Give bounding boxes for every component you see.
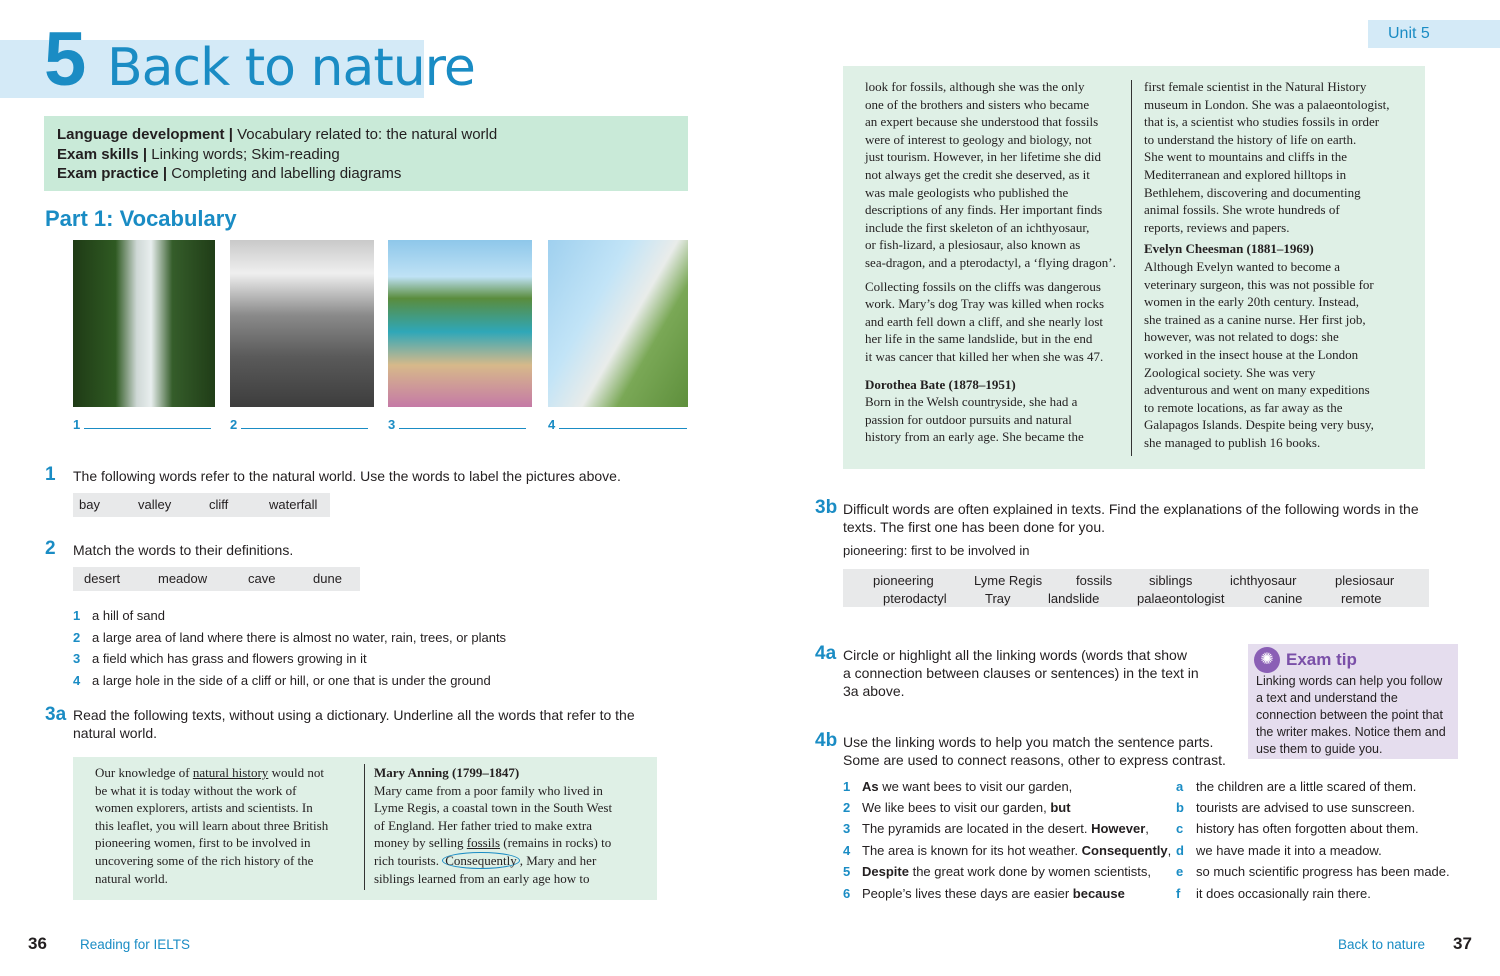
match-start-number: 3 [843, 821, 851, 836]
unit-number: 5 [44, 17, 87, 102]
page-number-right: 37 [1453, 934, 1472, 953]
text-line: her life in the same landslide, but in the end [865, 331, 1093, 347]
text-line: siblings learned from an early age how to [374, 870, 590, 886]
match-end-letter: c [1176, 821, 1184, 836]
match-end-text: the children are a little scared of them. [1196, 779, 1417, 794]
linking-word: but [1050, 800, 1071, 815]
text-line: museum in London. She was a palaeontologist, [1144, 96, 1390, 112]
word-item: meadow [158, 571, 208, 586]
text-line: Born in the Welsh countryside, she had a [865, 394, 1078, 410]
text-line: or fish-lizard, a plesiosaur, also known as [865, 237, 1081, 253]
text-line: this leaflet, you will learn about three British [95, 817, 329, 833]
exercise-instruction: Read the following texts, without using a dictionary. Underline all the words that refer to the [73, 707, 635, 723]
match-end-text: we have made it into a meadow. [1196, 843, 1382, 858]
chapter-title-footer: Back to nature [1338, 937, 1426, 952]
exercise-instruction: texts. The first one has been done for you. [843, 519, 1106, 535]
word-item: cave [248, 571, 276, 586]
text-line: descriptions of any finds. Her important finds [865, 202, 1103, 218]
text-line: be what it is today without the work of [95, 782, 297, 798]
word-box [843, 569, 1429, 607]
word-item: landslide [1048, 591, 1100, 606]
text-line: was male geologists who published the [865, 184, 1069, 200]
exercise-instruction: Circle or highlight all the linking words (words that show [843, 647, 1187, 663]
example-answer: pioneering: first to be involved in [843, 543, 1030, 558]
text-line: one of the brothers and sisters who became [865, 96, 1090, 112]
text-line: Collecting fossils on the cliffs was dangerous [865, 278, 1101, 294]
word-item: pterodactyl [883, 591, 947, 606]
text-line: not always get the credit she deserved, as it [865, 166, 1090, 182]
text-line: just tourism. However, in her lifetime she did [865, 149, 1101, 165]
exercise-instruction: a connection between clauses or sentences) in the text in [843, 665, 1199, 681]
exercise-instruction: Some are used to connect reasons, other to express contrast. [843, 752, 1226, 768]
word-item: siblings [1149, 573, 1193, 588]
exercise-instruction: 3a above. [843, 683, 905, 699]
exercise-instruction: Difficult words are often explained in texts. Find the explanations of the following words in the [843, 501, 1419, 517]
word-item: bay [79, 497, 100, 512]
linking-word: because [1072, 886, 1125, 901]
match-start-text: Despite the great work done by women scientists, [862, 864, 1152, 879]
part-heading: Part 1: Vocabulary [45, 206, 237, 231]
answer-line-2[interactable] [241, 428, 368, 429]
bay-photo [388, 240, 532, 407]
exercise-number: 3b [815, 497, 838, 518]
match-start-number: 5 [843, 864, 851, 879]
text-line: an expert because she understood that fossils [865, 114, 1099, 130]
section-heading: Dorothea Bate (1878–1951) [865, 376, 1016, 392]
lang-label: Language development | [57, 126, 233, 143]
word-item: fossils [1076, 573, 1113, 588]
word-item: ichthyosaur [1230, 573, 1297, 588]
exercise-number: 3a [45, 704, 67, 725]
exam-tip-title: Exam tip [1286, 650, 1357, 669]
word-item: pioneering [873, 573, 934, 588]
text-line: women explorers, artists and scientists. In [95, 800, 313, 816]
picture-label-2: 2 [230, 417, 238, 432]
definition-number: 4 [73, 673, 81, 688]
book-title: Reading for IELTS [80, 937, 191, 952]
waterfall-photo [73, 240, 215, 407]
text-line: money by selling fossils (remains in rocks) to [374, 835, 612, 851]
word-item: canine [1264, 591, 1303, 606]
practice-value: Completing and labelling diagrams [167, 165, 402, 182]
match-start-text: The area is known for its hot weather. Consequently, [862, 843, 1172, 858]
text-line: uncovering some of the rich history of the [95, 852, 314, 868]
word-item: palaeontologist [1137, 591, 1225, 606]
word-item: Tray [985, 591, 1011, 606]
word-item: Lyme Regis [974, 573, 1043, 588]
text-line: veterinary surgeon, this was not possible for [1144, 276, 1374, 292]
match-start-text: People’s lives these days are easier because [862, 886, 1125, 901]
picture-label-3: 3 [388, 417, 396, 432]
exercise-number: 1 [45, 464, 56, 485]
match-end-text: it does occasionally rain there. [1196, 886, 1371, 901]
page-number-left: 36 [28, 934, 47, 953]
text-line: and earth fell down a cliff, and she nearly lost [865, 313, 1104, 329]
match-start-number: 4 [843, 843, 851, 858]
text-line: Mediterranean and explored hilltops in [1144, 166, 1347, 182]
text-line: that is, a scientist who studies fossils in order [1144, 114, 1380, 130]
match-end-letter: d [1176, 843, 1184, 858]
unit-tab: Unit 5 [1368, 20, 1500, 48]
definition-text: a hill of sand [92, 608, 165, 623]
mary-anning-continued [865, 78, 1127, 446]
linking-word: As [862, 779, 879, 794]
match-end-letter: a [1176, 779, 1184, 794]
exercise-instruction: The following words refer to the natural world. Use the words to label the pictures above. [73, 468, 621, 484]
text-line: reports, reviews and papers. [1144, 219, 1290, 235]
text-line: to understand the history of life on earth. [1144, 131, 1357, 147]
exercise-instruction: natural world. [73, 725, 158, 741]
column-divider [364, 764, 365, 890]
match-end-letter: e [1176, 864, 1184, 879]
text-line: Lyme Regis, a coastal town in the South West [374, 800, 613, 816]
word-box [73, 567, 360, 591]
word-item: cliff [209, 497, 229, 512]
picture-label-1: 1 [73, 417, 81, 432]
section-heading: Evelyn Cheesman (1881–1969) [1144, 241, 1314, 257]
text-line: first female scientist in the Natural History [1144, 79, 1367, 94]
text-line: history from an early age. She became the [865, 429, 1084, 445]
text-line: to remote locations, as far away as the [1144, 399, 1343, 415]
word-box [73, 493, 330, 517]
text-line: Although Evelyn wanted to become a [1144, 258, 1341, 274]
text-line: pioneering women, first to be involved in [95, 835, 311, 851]
column-divider [1131, 80, 1132, 456]
text-line: she trained as a canine nurse. Her first job, [1144, 311, 1366, 327]
text-line: it was cancer that killed her when she was 47. [865, 348, 1104, 364]
match-end-letter: f [1176, 886, 1181, 901]
valley-photo [230, 240, 374, 407]
mary-anning-text [374, 764, 656, 887]
text-line: passion for outdoor pursuits and natural [865, 411, 1072, 427]
match-end-letter: b [1176, 800, 1184, 815]
text-line: of England. Her father tried to make extra [374, 817, 593, 833]
text-line: adventurous and went on many expeditions [1144, 382, 1370, 398]
text-line: work. Mary’s dog Tray was killed when rocks [865, 296, 1105, 312]
word-item: dune [313, 571, 342, 586]
unit-title: Back to nature [107, 38, 475, 98]
answer-line-4[interactable] [559, 428, 687, 429]
match-start-number: 2 [843, 800, 851, 815]
exercise-number: 4a [815, 643, 837, 664]
exercise-instruction: Use the linking words to help you match the sentence parts. [843, 734, 1214, 750]
linking-word: Despite [862, 864, 909, 879]
match-start-number: 1 [843, 779, 851, 794]
section-heading: Mary Anning (1799–1847) [374, 765, 520, 780]
word-item: waterfall [269, 497, 318, 512]
match-end-text: so much scientific progress has been made. [1196, 864, 1450, 879]
definition-text: a large hole in the side of a cliff or hill, or one that is under the ground [92, 673, 491, 688]
definition-number: 3 [73, 651, 81, 666]
text-line: Our knowledge of natural history would not [95, 765, 324, 780]
match-start-number: 6 [843, 886, 851, 901]
linking-word: However [1091, 821, 1146, 836]
exercise-number: 4b [815, 730, 838, 751]
definition-text: a field which has grass and flowers growing in it [92, 651, 367, 666]
text-line: however, was not related to dogs: she [1144, 329, 1339, 345]
skills-value: Linking words; Skim-reading [147, 145, 340, 163]
match-end-text: tourists are advised to use sunscreen. [1196, 800, 1415, 815]
word-item: plesiosaur [1335, 573, 1395, 588]
text-line: were of interest to geology and biology, not [865, 131, 1092, 147]
text-line: include the first skeleton of an ichthyosaur, [865, 219, 1090, 235]
exercise-instruction: Match the words to their definitions. [73, 542, 294, 558]
cliff-photo [548, 240, 688, 407]
definition-number: 2 [73, 630, 81, 645]
text-line: natural world. [95, 870, 168, 886]
text-line: rich tourists. Consequently , Mary and her [374, 852, 597, 868]
text-line: Bethlehem, discovering and documenting [1144, 184, 1361, 200]
match-start-text: The pyramids are located in the desert. However, [862, 821, 1149, 836]
intro-text [95, 764, 357, 887]
picture-label-4: 4 [548, 417, 556, 432]
objectives-box [44, 116, 688, 191]
lightbulb-icon: ✺ [1254, 647, 1280, 673]
text-line: look for fossils, although she was the only [865, 79, 1085, 94]
answer-line-3[interactable] [399, 428, 526, 429]
lang-value: Vocabulary related to: the natural world [232, 126, 498, 143]
exam-tip-box [1248, 644, 1458, 759]
linking-word: Consequently [1081, 843, 1168, 858]
skills-label: Exam skills | [57, 145, 148, 163]
word-item: desert [84, 571, 121, 586]
text-line: animal fossils. She wrote hundreds of [1144, 202, 1340, 218]
text-line: sea-dragon, and a pterodactyl, a ‘flying dragon’. [865, 254, 1116, 270]
word-item: valley [138, 497, 172, 512]
match-start-text: As we want bees to visit our garden, [862, 779, 1073, 794]
definition-number: 1 [73, 608, 81, 623]
text-line: she managed to publish 16 books. [1144, 434, 1321, 450]
exam-tip-body: Linking words can help you follow a text and understand the connection between the point that the writer makes. Notice them and use them to guide you. [1256, 674, 1446, 756]
definition-text: a large area of land where there is almost no water, rain, trees, or plants [92, 630, 507, 645]
match-start-text: We like bees to visit our garden, but [862, 800, 1071, 815]
practice-label: Exam practice | [57, 165, 168, 182]
exercise-number: 2 [45, 538, 56, 559]
word-item: remote [1341, 591, 1382, 606]
text-line: Zoological society. She was very [1144, 364, 1316, 380]
dorothea-evelyn-text [1144, 78, 1420, 451]
text-line: She went to mountains and cliffs in the [1144, 149, 1348, 165]
text-line: Mary came from a poor family who lived in [374, 782, 603, 798]
answer-line-1[interactable] [84, 428, 211, 429]
match-end-text: history has often forgotten about them. [1196, 821, 1419, 836]
text-line: women in the early 20th century. Instead, [1144, 294, 1360, 310]
text-line: Galapagos Islands. Despite being very busy, [1144, 417, 1374, 433]
text-line: worked in the insect house at the London [1144, 346, 1359, 362]
